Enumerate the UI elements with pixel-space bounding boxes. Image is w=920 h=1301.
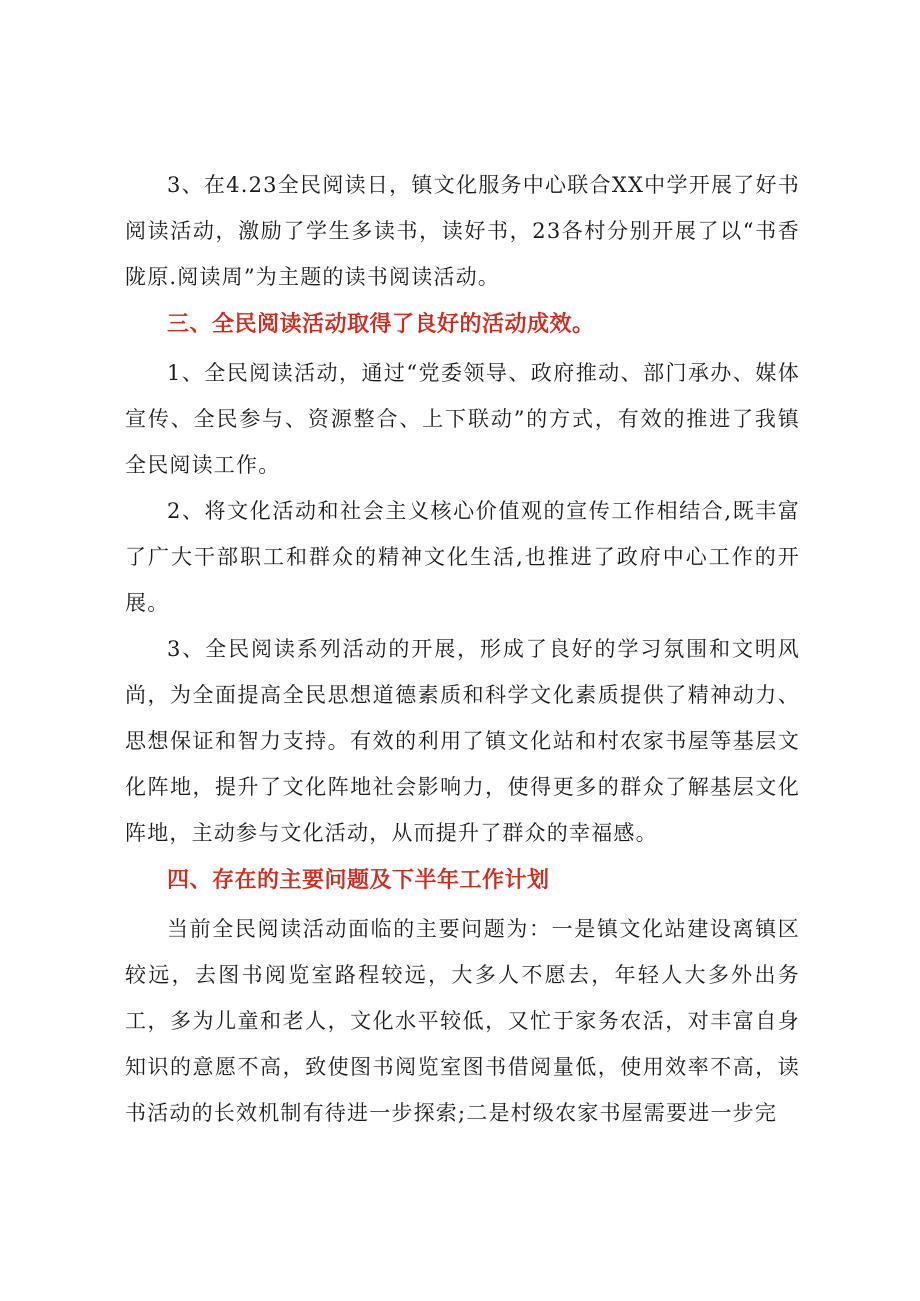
section-heading-four: 四、存在的主要问题及下半年工作计划 <box>167 868 550 893</box>
paragraph-effect-2: 2、将文化活动和社会主义核心价值观的宣传工作相结合,既丰富了广大干部职工和群众的精神文化生活,也推进了政府中心工作的开展。 <box>125 499 800 615</box>
paragraph-effect-3: 3、全民阅读系列活动的开展，形成了良好的学习氛围和文明风尚，为全面提高全民思想道德素质和科学文化素质提供了精神动力、思想保证和智力支持。有效的利用了镇文化站和村农家书屋等基层文化阵地，提升了文化阵地社会影响力，使得更多的群众了解基层文化阵地，主动参与文化活动，从而提升了群众的幸福感。 <box>125 637 800 845</box>
paragraph-reading-day: 3、在4.23全民阅读日，镇文化服务中心联合XX中学开展了好书阅读活动，激励了学生多读书，读好书，23各村分别开展了以“书香陇原.阅读周”为主题的读书阅读活动。 <box>125 173 800 289</box>
paragraph-effect-1: 1、全民阅读活动，通过“党委领导、政府推动、部门承办、媒体宣传、全民参与、资源整合、上下联动”的方式，有效的推进了我镇全民阅读工作。 <box>125 361 800 477</box>
section-heading-three: 三、全民阅读活动取得了良好的活动成效。 <box>167 312 595 337</box>
paragraph-problems: 当前全民阅读活动面临的主要问题为：一是镇文化站建设离镇区较远，去图书阅览室路程较远，大多人不愿去，年轻人大多外出务工，多为儿童和老人，文化水平较低，又忙于家务农活，对丰富自身知识的意愿不高，致使图书阅览室图书借阅量低，使用效率不高，读书活动的长效机制有待进一步探索;二是村级农家书屋需要进一步完 <box>125 917 800 1125</box>
document-body <box>125 162 800 1136</box>
